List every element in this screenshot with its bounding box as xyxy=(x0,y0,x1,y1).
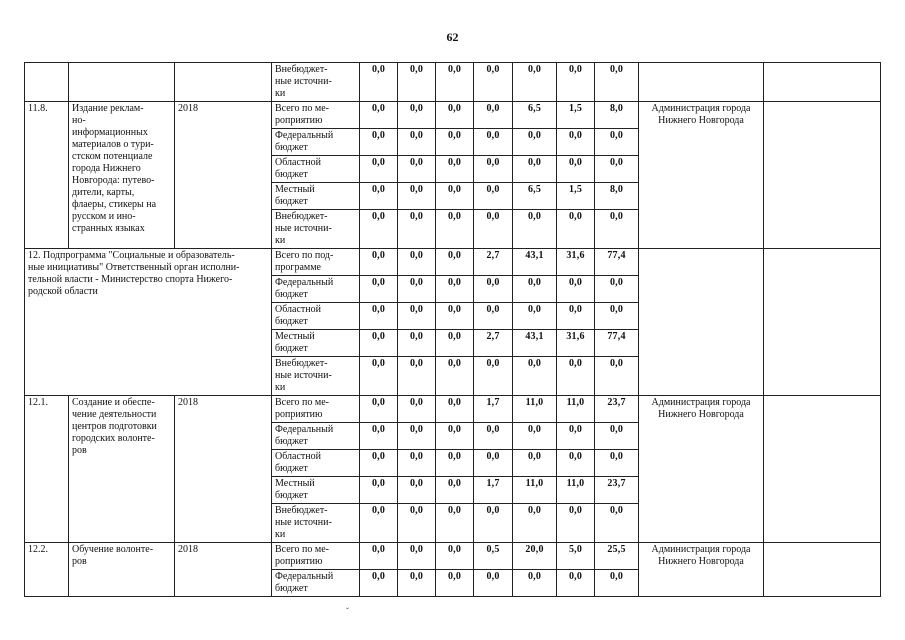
notes-cell xyxy=(764,249,881,396)
scan-mark: ˇ xyxy=(346,606,349,616)
value-cell: 0,0 xyxy=(360,129,398,156)
value-cell: 0,0 xyxy=(398,570,436,597)
value-cell: 0,0 xyxy=(398,129,436,156)
source-cell: Всего по ме- роприятию xyxy=(272,396,360,423)
value-cell: 0,0 xyxy=(436,477,474,504)
source-cell: Всего по под- программе xyxy=(272,249,360,276)
value-cell: 5,0 xyxy=(557,543,595,570)
value-cell: 0,0 xyxy=(436,423,474,450)
value-cell: 0,0 xyxy=(436,276,474,303)
value-cell: 0,0 xyxy=(360,330,398,357)
value-cell: 0,0 xyxy=(595,303,639,330)
source-cell: Внебюджет- ные источни- ки xyxy=(272,63,360,102)
value-cell: 0,0 xyxy=(360,423,398,450)
table-row xyxy=(25,396,881,423)
value-cell: 0,0 xyxy=(474,423,513,450)
value-cell: 0,0 xyxy=(474,210,513,249)
value-cell: 0,0 xyxy=(513,504,557,543)
notes-cell xyxy=(764,102,881,249)
value-cell: 0,0 xyxy=(474,276,513,303)
value-cell: 0,0 xyxy=(595,504,639,543)
value-cell: 0,0 xyxy=(557,450,595,477)
value-cell: 0,0 xyxy=(474,183,513,210)
value-cell: 0,0 xyxy=(513,63,557,102)
value-cell: 0,0 xyxy=(513,423,557,450)
value-cell: 0,0 xyxy=(595,570,639,597)
value-cell: 0,0 xyxy=(436,396,474,423)
source-cell: Местный бюджет xyxy=(272,183,360,210)
value-cell: 11,0 xyxy=(557,396,595,423)
value-cell: 2,7 xyxy=(474,249,513,276)
value-cell: 0,0 xyxy=(360,276,398,303)
value-cell: 0,0 xyxy=(398,396,436,423)
value-cell: 31,6 xyxy=(557,249,595,276)
notes-cell xyxy=(764,543,881,597)
executor-cell: Администрация города Нижнего Новгорода xyxy=(639,102,764,249)
value-cell: 0,0 xyxy=(436,504,474,543)
code-cell: 12.1. xyxy=(25,396,69,543)
value-cell: 0,0 xyxy=(595,450,639,477)
value-cell: 6,5 xyxy=(513,183,557,210)
value-cell: 0,0 xyxy=(557,63,595,102)
year-cell: 2018 xyxy=(175,396,272,543)
value-cell: 0,0 xyxy=(436,183,474,210)
value-cell: 0,0 xyxy=(398,156,436,183)
value-cell: 25,5 xyxy=(595,543,639,570)
value-cell: 0,0 xyxy=(398,102,436,129)
value-cell: 1,7 xyxy=(474,477,513,504)
value-cell: 0,0 xyxy=(398,504,436,543)
value-cell: 1,5 xyxy=(557,183,595,210)
executor-cell: Администрация города Нижнего Новгорода xyxy=(639,543,764,597)
value-cell: 0,0 xyxy=(474,156,513,183)
value-cell: 0,0 xyxy=(513,450,557,477)
value-cell: 0,0 xyxy=(436,357,474,396)
table-row xyxy=(25,63,881,102)
executor-cell: Администрация города Нижнего Новгорода xyxy=(639,396,764,543)
value-cell: 11,0 xyxy=(513,396,557,423)
source-cell: Федеральный бюджет xyxy=(272,570,360,597)
value-cell: 77,4 xyxy=(595,330,639,357)
value-cell: 0,0 xyxy=(398,63,436,102)
value-cell: 1,5 xyxy=(557,102,595,129)
source-cell: Областной бюджет xyxy=(272,156,360,183)
value-cell: 0,0 xyxy=(360,102,398,129)
value-cell: 77,4 xyxy=(595,249,639,276)
value-cell: 0,0 xyxy=(398,210,436,249)
value-cell: 0,0 xyxy=(398,423,436,450)
value-cell: 0,0 xyxy=(513,156,557,183)
source-cell: Федеральный бюджет xyxy=(272,276,360,303)
value-cell: 31,6 xyxy=(557,330,595,357)
notes-cell xyxy=(764,63,881,102)
value-cell: 0,0 xyxy=(436,450,474,477)
value-cell: 43,1 xyxy=(513,330,557,357)
value-cell: 0,0 xyxy=(398,477,436,504)
value-cell: 0,0 xyxy=(360,357,398,396)
value-cell: 0,0 xyxy=(474,63,513,102)
value-cell: 0,0 xyxy=(360,210,398,249)
value-cell: 0,0 xyxy=(557,423,595,450)
value-cell: 0,0 xyxy=(436,543,474,570)
value-cell: 0,0 xyxy=(474,357,513,396)
value-cell: 0,0 xyxy=(513,276,557,303)
value-cell: 0,0 xyxy=(436,303,474,330)
source-cell: Местный бюджет xyxy=(272,330,360,357)
year-cell xyxy=(175,63,272,102)
value-cell: 0,0 xyxy=(595,156,639,183)
value-cell: 0,5 xyxy=(474,543,513,570)
value-cell: 0,0 xyxy=(360,450,398,477)
value-cell: 23,7 xyxy=(595,477,639,504)
value-cell: 0,0 xyxy=(398,303,436,330)
source-cell: Внебюджет- ные источни- ки xyxy=(272,504,360,543)
source-cell: Федеральный бюджет xyxy=(272,423,360,450)
source-cell: Внебюджет- ные источни- ки xyxy=(272,357,360,396)
value-cell: 0,0 xyxy=(513,570,557,597)
value-cell: 0,0 xyxy=(474,504,513,543)
value-cell: 43,1 xyxy=(513,249,557,276)
value-cell: 2,7 xyxy=(474,330,513,357)
value-cell: 0,0 xyxy=(513,303,557,330)
value-cell: 0,0 xyxy=(398,450,436,477)
value-cell: 0,0 xyxy=(360,477,398,504)
value-cell: 0,0 xyxy=(436,249,474,276)
value-cell: 23,7 xyxy=(595,396,639,423)
value-cell: 0,0 xyxy=(474,450,513,477)
value-cell: 0,0 xyxy=(360,570,398,597)
value-cell: 0,0 xyxy=(436,210,474,249)
value-cell: 0,0 xyxy=(360,504,398,543)
notes-cell xyxy=(764,396,881,543)
value-cell: 0,0 xyxy=(398,543,436,570)
name-cell xyxy=(69,63,175,102)
value-cell: 1,7 xyxy=(474,396,513,423)
value-cell: 0,0 xyxy=(398,330,436,357)
value-cell: 0,0 xyxy=(398,183,436,210)
value-cell: 0,0 xyxy=(436,102,474,129)
value-cell: 11,0 xyxy=(513,477,557,504)
source-cell: Всего по ме- роприятию xyxy=(272,543,360,570)
value-cell: 0,0 xyxy=(595,357,639,396)
year-cell: 2018 xyxy=(175,102,272,249)
value-cell: 6,5 xyxy=(513,102,557,129)
source-cell: Внебюджет- ные источни- ки xyxy=(272,210,360,249)
value-cell: 0,0 xyxy=(398,357,436,396)
executor-cell xyxy=(639,63,764,102)
value-cell: 0,0 xyxy=(595,423,639,450)
value-cell: 0,0 xyxy=(513,210,557,249)
value-cell: 0,0 xyxy=(398,276,436,303)
value-cell: 0,0 xyxy=(557,303,595,330)
value-cell: 0,0 xyxy=(436,63,474,102)
value-cell: 8,0 xyxy=(595,102,639,129)
value-cell: 0,0 xyxy=(513,357,557,396)
value-cell: 0,0 xyxy=(360,396,398,423)
value-cell: 0,0 xyxy=(595,276,639,303)
value-cell: 0,0 xyxy=(360,63,398,102)
table-row xyxy=(25,102,881,129)
value-cell: 0,0 xyxy=(557,210,595,249)
value-cell: 0,0 xyxy=(360,303,398,330)
table-row xyxy=(25,249,881,276)
name-cell: Обучение волонте- ров xyxy=(69,543,175,597)
code-cell xyxy=(25,63,69,102)
value-cell: 8,0 xyxy=(595,183,639,210)
value-cell: 0,0 xyxy=(595,210,639,249)
value-cell: 0,0 xyxy=(436,156,474,183)
name-cell: Издание реклам- но- информационных материалов о тури- стском потенциале города Нижнего Новгорода: путево- дители, карты, флаеры, стикеры на русском и ино- странных языках xyxy=(69,102,175,249)
value-cell: 0,0 xyxy=(595,63,639,102)
value-cell: 0,0 xyxy=(360,156,398,183)
budget-table xyxy=(24,62,881,597)
subprogram-cell: 12. Подпрограмма "Социальные и образователь- ные инициативы" Ответственный орган исполни- тельной власти - Министерство спорта Нижего- родской области xyxy=(25,249,272,396)
executor-cell xyxy=(639,249,764,396)
table-row xyxy=(25,543,881,570)
value-cell: 11,0 xyxy=(557,477,595,504)
value-cell: 0,0 xyxy=(360,543,398,570)
value-cell: 0,0 xyxy=(557,570,595,597)
value-cell: 0,0 xyxy=(513,129,557,156)
value-cell: 20,0 xyxy=(513,543,557,570)
name-cell: Создание и обеспе- чение деятельности центров подготовки городских волонте- ров xyxy=(69,396,175,543)
source-cell: Областной бюджет xyxy=(272,303,360,330)
value-cell: 0,0 xyxy=(557,504,595,543)
code-cell: 12.2. xyxy=(25,543,69,597)
value-cell: 0,0 xyxy=(436,570,474,597)
year-cell: 2018 xyxy=(175,543,272,597)
value-cell: 0,0 xyxy=(436,129,474,156)
source-cell: Областной бюджет xyxy=(272,450,360,477)
value-cell: 0,0 xyxy=(474,303,513,330)
code-cell: 11.8. xyxy=(25,102,69,249)
value-cell: 0,0 xyxy=(557,276,595,303)
value-cell: 0,0 xyxy=(474,102,513,129)
value-cell: 0,0 xyxy=(360,249,398,276)
value-cell: 0,0 xyxy=(557,156,595,183)
value-cell: 0,0 xyxy=(557,357,595,396)
value-cell: 0,0 xyxy=(436,330,474,357)
source-cell: Всего по ме- роприятию xyxy=(272,102,360,129)
value-cell: 0,0 xyxy=(474,570,513,597)
page-number: 62 xyxy=(446,30,459,44)
value-cell: 0,0 xyxy=(360,183,398,210)
value-cell: 0,0 xyxy=(595,129,639,156)
source-cell: Местный бюджет xyxy=(272,477,360,504)
value-cell: 0,0 xyxy=(557,129,595,156)
value-cell: 0,0 xyxy=(398,249,436,276)
value-cell: 0,0 xyxy=(474,129,513,156)
source-cell: Федеральный бюджет xyxy=(272,129,360,156)
